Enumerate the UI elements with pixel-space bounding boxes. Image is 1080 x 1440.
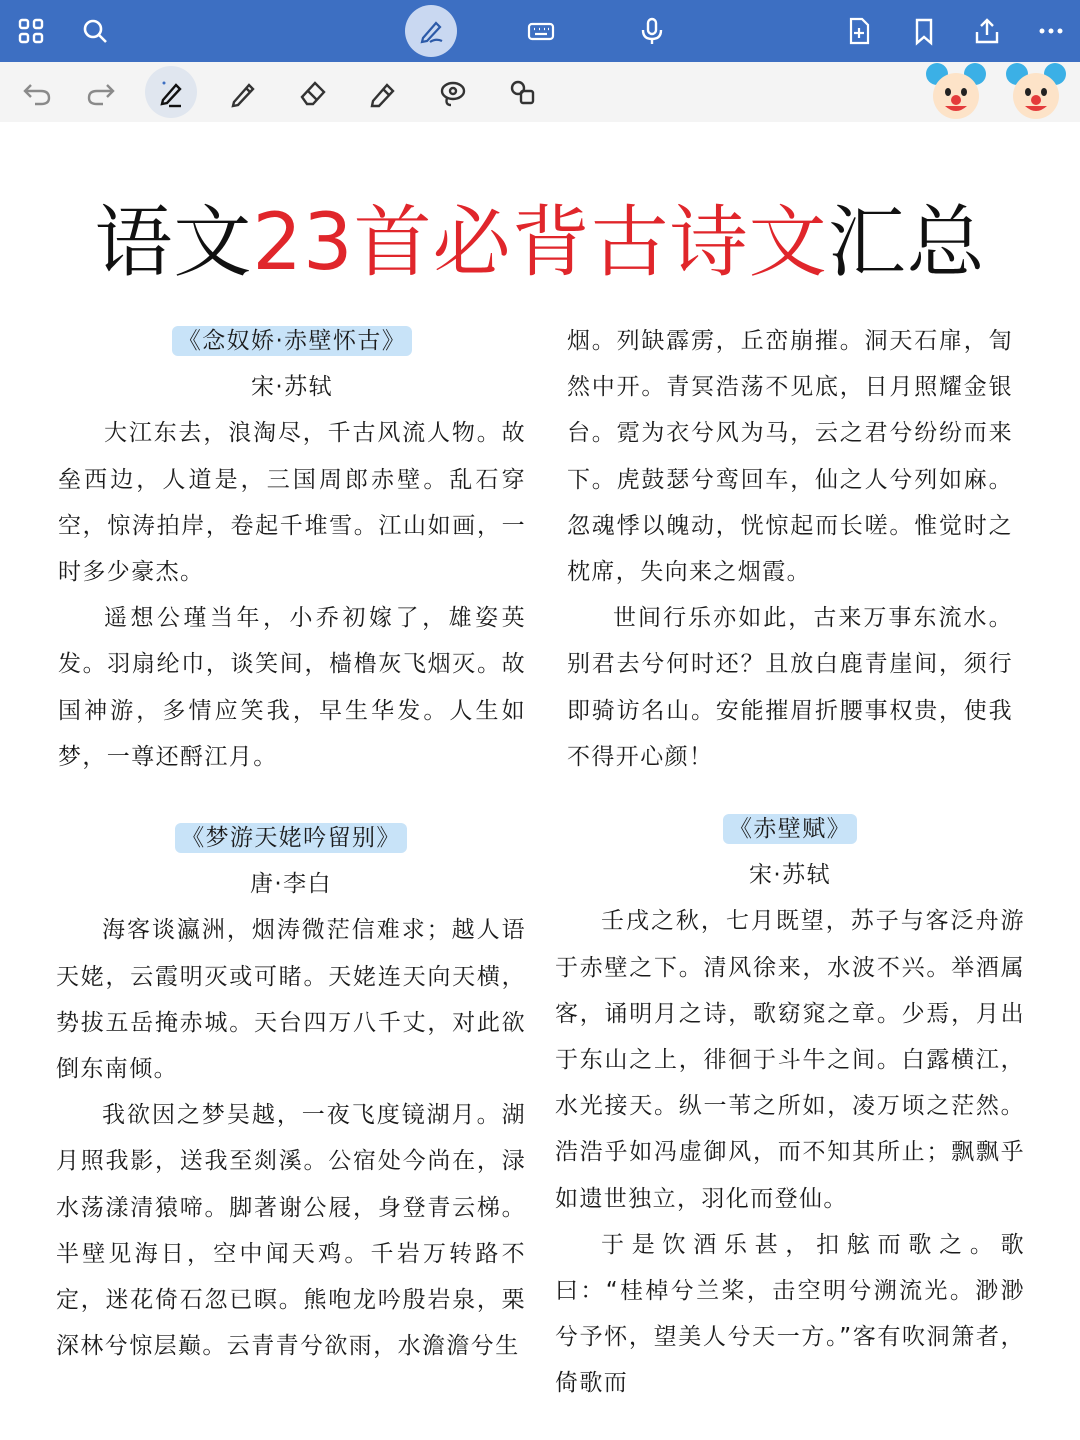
- more-icon[interactable]: [1030, 10, 1072, 52]
- bookmark-icon[interactable]: [903, 10, 945, 52]
- poem-paragraph: 壬戌之秋，七月既望，苏子与客泛舟游于赤壁之下。清风徐来，水波不兴。举酒属客，诵明月之诗，歌窈窕之章。少焉，月出于东山之上，徘徊于斗牛之间。白露横江，水光接天。纵一苇之所如，凌万顷之茫然。浩浩乎如冯虚御风，而不知其所止；飘飘乎如遗世独立，羽化而登仙。: [555, 908, 1025, 1212]
- title-part-2: 23首必背古诗文: [252, 198, 828, 288]
- poem-block: [58, 318, 526, 780]
- search-icon[interactable]: [74, 10, 116, 52]
- poem-paragraph: 海客谈瀛洲，烟涛微茫信难求；越人语天姥，云霞明灭或可睹。天姥连天向天横，势拔五岳掩赤城。天台四万八千丈，对此欲倒东南倾。: [56, 917, 526, 1083]
- poem-title: 《梦游天姥吟留别》: [175, 823, 407, 853]
- share-icon[interactable]: [966, 10, 1008, 52]
- smart-pen-icon[interactable]: [145, 66, 197, 118]
- poem-author: 宋·苏轼: [749, 862, 831, 889]
- highlighter-icon[interactable]: [364, 74, 402, 112]
- poem-paragraph: 烟。列缺霹雳，丘峦崩摧。洞天石扉，訇然中开。青冥浩荡不见底，日月照耀金银台。霓为衣兮风为马，云之君兮纷纷而来下。虎鼓瑟兮鸾回车，仙之人兮列如麻。忽魂悸以魄动，恍惊起而长嗟。惟觉时之枕席，失向来之烟霞。: [567, 328, 1013, 586]
- clown-sticker: [925, 62, 987, 122]
- poem-paragraph: 于是饮酒乐甚，扣舷而歌之。歌曰：“桂棹兮兰桨，击空明兮溯流光。渺渺兮予怀，望美人兮天一方。”客有吹洞箫者，倚歌而: [555, 1231, 1025, 1397]
- poem-author: 唐·李白: [250, 871, 332, 898]
- eraser-icon[interactable]: [294, 74, 332, 112]
- poem-title: 《赤壁赋》: [723, 814, 857, 844]
- mic-icon[interactable]: [631, 10, 673, 52]
- document-title: [0, 180, 1080, 292]
- grid-icon[interactable]: [10, 10, 52, 52]
- undo-icon[interactable]: [18, 74, 56, 112]
- poem-paragraph: 我欲因之梦吴越，一夜飞度镜湖月。湖月照我影，送我至剡溪。公宿处今尚在，渌水荡漾清猿啼。脚著谢公屐，身登青云梯。半壁见海日，空中闻天鸡。千岩万转路不定，迷花倚石忽已暝。熊咆龙吟殷岩泉，栗深林兮惊层巅。云青青兮欲雨，水澹澹兮生: [56, 1102, 526, 1360]
- keyboard-icon[interactable]: [520, 10, 562, 52]
- clown-sticker: [1005, 62, 1067, 122]
- shapes-icon[interactable]: [504, 74, 542, 112]
- poem-paragraph: 世间行乐亦如此，古来万事东流水。别君去兮何时还？且放白鹿青崖间，须行即骑访名山。安能摧眉折腰事权贵，使我不得开心颜！: [567, 605, 1013, 770]
- poem-block: [555, 806, 1025, 1407]
- title-part-3: 汇总: [827, 198, 986, 288]
- title-part-1: 语文: [94, 198, 253, 288]
- drawing-toolbar: [0, 62, 1080, 122]
- poem-paragraph: 遥想公瑾当年，小乔初嫁了，雄姿英发。羽扇纶巾，谈笑间，樯橹灰飞烟灭。故国神游，多情应笑我，早生华发。人生如梦，一尊还酹江月。: [58, 605, 526, 770]
- lasso-icon[interactable]: [434, 74, 472, 112]
- pen-mode-icon[interactable]: [405, 5, 457, 57]
- poem-block: [56, 815, 526, 1369]
- add-page-icon[interactable]: [838, 10, 880, 52]
- poem-author: 宋·苏轼: [251, 374, 333, 401]
- poem-paragraph: 大江东去，浪淘尽，千古风流人物。故垒西边，人道是，三国周郎赤壁。乱石穿空，惊涛拍岸，卷起千堆雪。江山如画，一时多少豪杰。: [58, 420, 526, 586]
- redo-icon[interactable]: [82, 74, 120, 112]
- pencil-icon[interactable]: [224, 74, 262, 112]
- app-toolbar: [0, 0, 1080, 62]
- poem-title: 《念奴娇·赤壁怀古》: [172, 326, 412, 356]
- poem-continuation: [567, 318, 1013, 780]
